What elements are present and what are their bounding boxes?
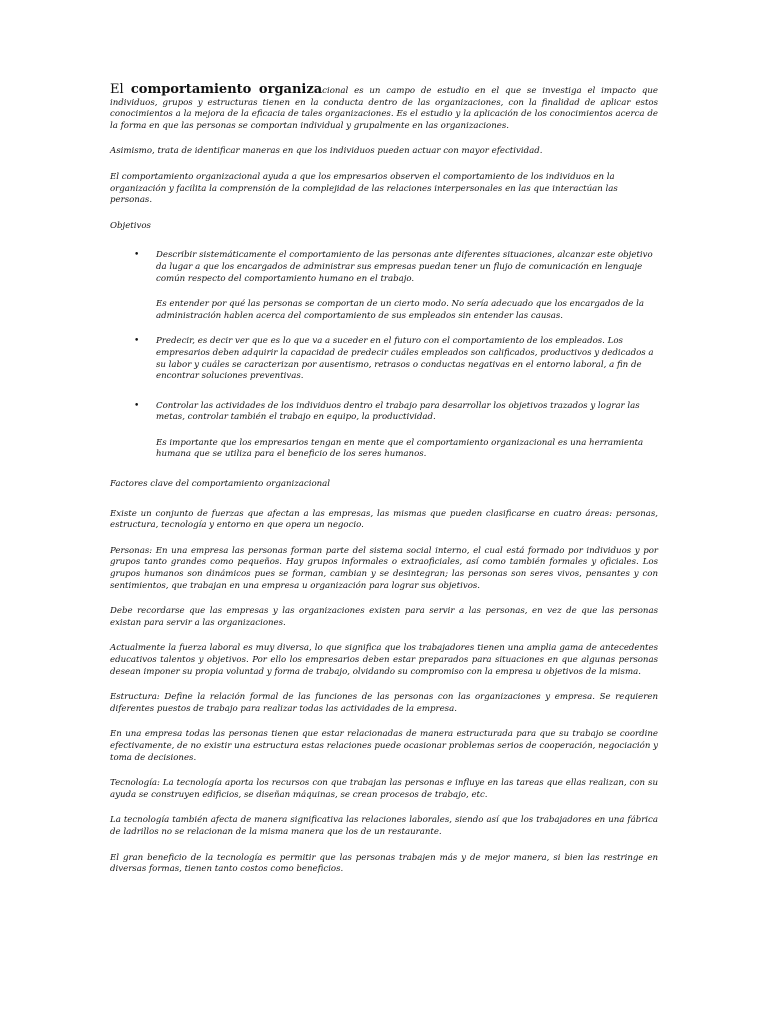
intro-rest: cional es un campo de estudio en el que se investiga el impacto que individuos, grupos y estructuras tienen en la conducta dentro de las organizaciones, con la finalidad de aplicar estos conocimientos a la mejora de la eficacia de tales organizaciones. Es el estudio y la aplicación de los conocimientos acerca de la forma en que las personas se comportan individual y grupalmente en las organizaciones. [110,86,658,131]
paragraph-estructura: Estructura: Define la relación formal de las funciones de las personas con las organizaciones y empresa. Se requieren diferentes puestos de trabajo para realizar todas las actividades de la empresa. [110,692,658,714]
objective-item [110,250,658,285]
paragraph-asimismo: Asimismo, trata de identificar maneras en que los individuos pueden actuar con mayor efectividad. [110,146,543,157]
paragraph-tecnologia: Tecnología: La tecnología aporta los recursos con que trabajan las personas e influye en las tareas que ellas realizan, con su ayuda se construyen edificios, se diseñan máquinas, se crean procesos de trabajo, etc. [110,778,658,800]
paragraph-personas: Personas: En una empresa las personas forman parte del sistema social interno, el cual está formado por individuos y por grupos tanto grandes como pequeños. Hay grupos informales o extraoficiales, así como también formales y oficiales. Los grupos humanos son dinámicos pues se forman, cambian y se desintegran; las personas son seres vivos, pensantes y con sentimientos, que trabajan en una empresa u organización para lograr sus objetivos. [110,545,658,591]
objective-text: Controlar las actividades de los individuos dentro el trabajo para desarrollar los objetivos trazados y lograr las metas, controlar también el trabajo en equipo, la productividad. [156,400,640,423]
objetivos-heading: Objetivos [110,220,151,231]
document-body [110,84,658,890]
intro-paragraph [110,84,658,132]
paragraph-beneficio: El gran beneficio de la tecnología es permitir que las personas trabajen más y de mejor manera, si bien las restringe en diversas formas, tienen tanto costos como beneficios. [110,852,658,875]
objective-subtext: Es importante que los empresarios tengan en mente que el comportamiento organizacional es una herramienta humana que se utiliza para el beneficio de los seres humanos. [156,437,644,460]
paragraph-fuerzas: Existe un conjunto de fuerzas que afectan a las empresas, las mismas que pueden clasificarse en cuatro áreas: personas, estructura, tecnología y entorno en que opera un negocio. [110,508,658,531]
paragraph-tecnologia-relaciones: La tecnología también afecta de manera significativa las relaciones laborales, siendo así que los trabajadores en una fábrica de ladrillos no se relacionan de la misma manera que los de un restaurante. [110,815,658,837]
bullet-icon: • [134,400,140,411]
bullet-icon: • [134,336,140,347]
paragraph-fuerza-laboral: Actualmente la fuerza laboral es muy diversa, lo que significa que los trabajadores tienen una amplia gama de antecedentes educativos talentos y objetivos. Por ello los empresarios deben estar preparados para situaciones en que algunas personas desean imponer su propia voluntad y forma de trabajo, olvidando su compromiso con la empresa u objetivos de la misma. [110,643,658,677]
objective-item [110,336,658,382]
bullet-icon: • [134,250,140,261]
intro-bold-term: comportamiento organiza [130,82,323,97]
objective-item [110,401,658,424]
objective-text: Describir sistemáticamente el comportamiento de las personas ante diferentes situaciones, alcanzar este objetivo da lugar a que los encargados de administrar sus empresas puedan tener un flujo de comunicación en lenguaje común respecto del comportamiento humano en el trabajo. [156,250,653,284]
paragraph-recordarse: Debe recordarse que las empresas y las organizaciones existen para servir a las personas, en vez de que las personas existan para servir a las organizaciones. [110,606,658,628]
paragraph-relacionadas: En una empresa todas las personas tienen que estar relacionadas de manera estructurada para que su trabajo se coordine efectivamente, de no existir una estructura estas relaciones puede ocasionar problemas serios de cooperación, negociación y toma de decisiones. [110,729,658,763]
objective-subtext: Es entender por qué las personas se comportan de un cierto modo. No sería adecuado que los encargados de la administración hablen acerca del comportamiento de sus empleados sin entender las causas. [156,299,644,321]
objective-text: Predecir, es decir ver que es lo que va a suceder en el futuro con el comportamiento de los empleados. Los empresarios deben adquirir la capacidad de predecir cuáles empleados son calificados, productivos y dedicados a su labor y cuáles se caracterizan por ausentismo, retrasos o conductas negativas en el entorno laboral, a fin de encontrar soluciones preventivas. [156,336,654,382]
paragraph-ayuda: El comportamiento organizacional ayuda a que los empresarios observen el comportamiento de los individuos en la organización y facilita la comprensión de la complejidad de las relaciones interpersonales en las que interactúan las personas. [110,171,618,206]
intro-lead: El [110,82,131,97]
factores-heading: Factores clave del comportamiento organizacional [110,479,331,490]
